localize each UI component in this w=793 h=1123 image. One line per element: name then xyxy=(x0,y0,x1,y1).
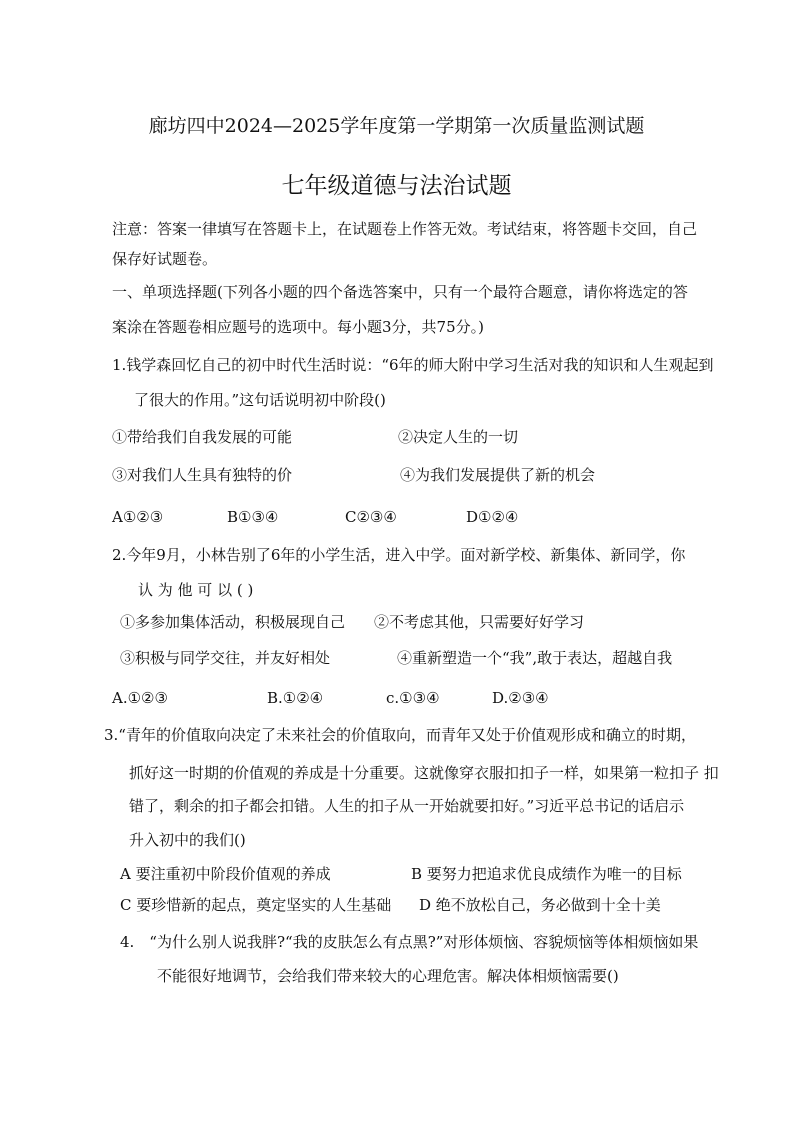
question-2-choice-d: D.②③④ xyxy=(492,689,549,707)
question-3-stem-line-1: 3.“青年的价值取向决定了未来社会的价值取向，而青年又处于价值观形成和确立的时期， xyxy=(104,726,696,744)
question-3-choice-b: B 要努力把追求优良成绩作为唯一的目标 xyxy=(411,865,682,883)
question-4-stem-line-2: 不能很好地调节，会给我们带来较大的心理危害。解决体相烦恼需要() xyxy=(157,967,619,985)
question-1-stem-line-1: 1.钱学森回忆自己的初中时代生活时说：“6年的师大附中学习生活对我的知识和人生观起到 xyxy=(112,356,714,374)
question-1-stem-line-2: 了很大的作用。”这句话说明初中阶段() xyxy=(134,391,386,409)
question-4-stem-line-1: 4. “为什么别人说我胖?“我的皮肤怎么有点黑?”对形体烦恼、容貌烦恼等体相烦恼如果 xyxy=(120,933,699,951)
question-1-choice-c: C②③④ xyxy=(345,508,397,526)
question-2-stem-line-2: 认 为 他 可 以 ( ) xyxy=(138,581,254,599)
question-3-stem-line-2: 抓好这一时期的价值观的养成是十分重要。这就像穿衣服扣扣子一样，如果第一粒扣子 扣 xyxy=(129,764,719,782)
question-2-stem-line-1: 2.今年9月，小林告别了6年的小学生活，进入中学。面对新学校、新集体、新同学，你 xyxy=(112,546,686,564)
question-1-statement-1: ①带给我们自我发展的可能 xyxy=(112,428,293,446)
question-3-choice-a: A 要注重初中阶段价值观的养成 xyxy=(120,865,331,883)
exam-title: 廊坊四中2024—2025学年度第一学期第一次质量监测试题 xyxy=(148,115,645,137)
question-3-stem-line-4: 升入初中的我们() xyxy=(129,831,246,849)
exam-subtitle: 七年级道德与法治试题 xyxy=(281,173,512,199)
question-1-choice-d: D①②④ xyxy=(466,508,519,526)
question-2-choice-a: A.①②③ xyxy=(112,689,168,707)
question-3-choice-d: D 绝不放松自己，务必做到十全十美 xyxy=(419,896,661,914)
section-instruction-line-2: 案涂在答题卷相应题号的选项中。每小题3分，共75分。) xyxy=(112,318,484,336)
question-2-choice-c: c.①③④ xyxy=(386,689,440,707)
question-1-choice-a: A①②③ xyxy=(112,508,164,526)
question-2-statement-1: ①多参加集体活动，积极展现自己 xyxy=(120,613,346,631)
question-2-statement-3: ③积极与同学交往，并友好相处 xyxy=(120,649,331,667)
notice-line-2: 保存好试题卷。 xyxy=(112,250,218,268)
question-2-choice-b: B.①②④ xyxy=(267,689,324,707)
section-instruction-line-1: 一、单项选择题(下列各小题的四个备选答案中，只有一个最符合题意，请你将选定的答 xyxy=(112,283,688,301)
question-1-statement-2: ②决定人生的一切 xyxy=(398,428,519,446)
question-2-statement-4: ④重新塑造一个“我”,敢于表达，超越自我 xyxy=(397,649,673,667)
question-2-statement-2: ②不考虑其他，只需要好好学习 xyxy=(374,613,585,631)
question-3-stem-line-3: 错了，剩余的扣子都会扣错。人生的扣子从一开始就要扣好。”习近平总书记的话启示 xyxy=(129,797,685,815)
question-1-choice-b: B①③④ xyxy=(227,508,279,526)
question-1-statement-4: ④为我们发展提供了新的机会 xyxy=(400,466,596,484)
notice-line-1: 注意：答案一律填写在答题卡上，在试题卷上作答无效。考试结束，将答题卡交回，自己 xyxy=(112,220,698,238)
question-3-choice-c: C 要珍惜新的起点，奠定坚实的人生基础 xyxy=(120,896,392,914)
question-1-statement-3: ③对我们人生具有独特的价 xyxy=(112,466,293,484)
